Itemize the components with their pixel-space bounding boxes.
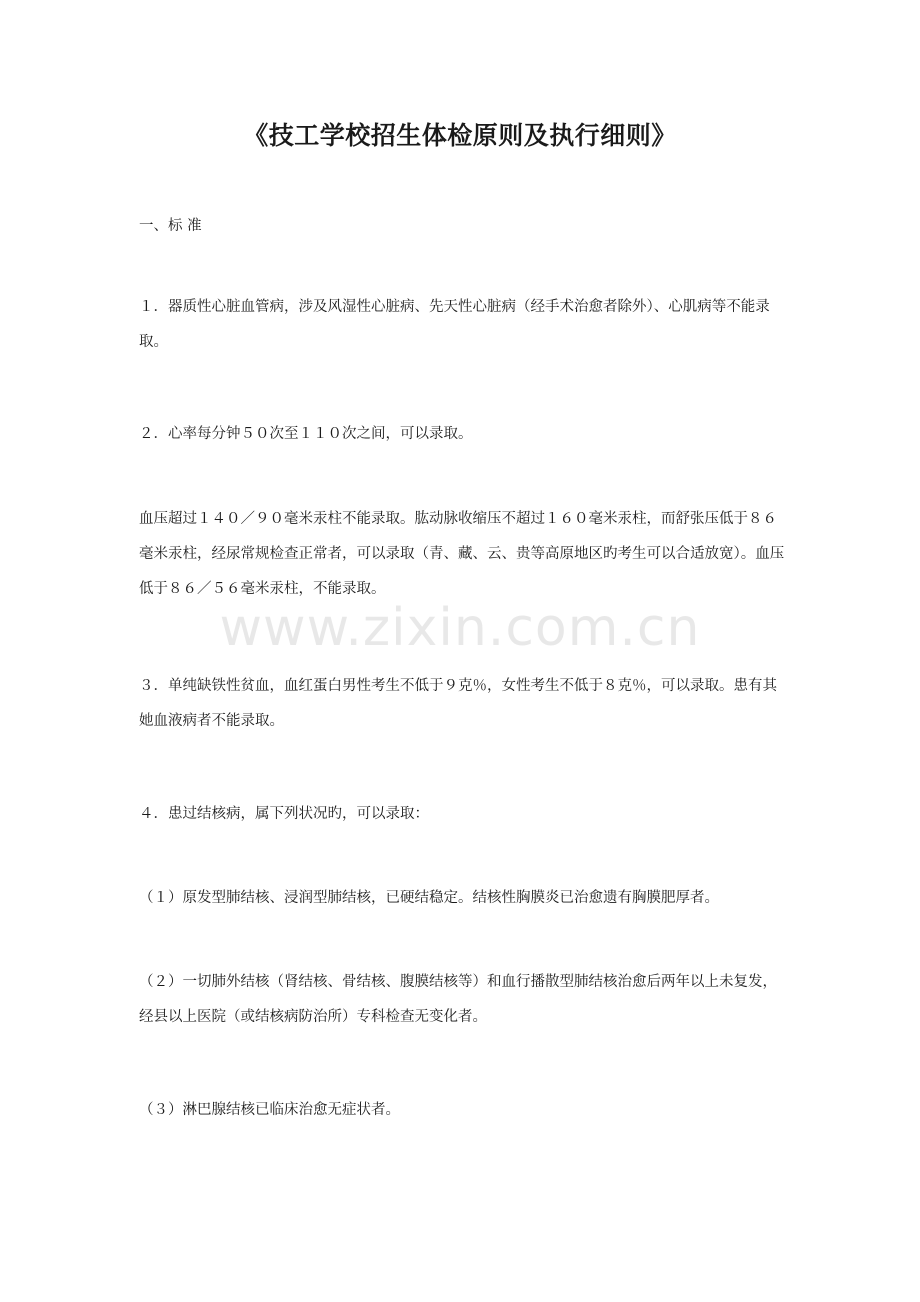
watermark: www.zixin.com.cn [219, 598, 701, 658]
paragraph-item-3: ３．单纯缺铁性贫血，血红蛋白男性考生不低于９克％，女性考生不低于８克％，可以录取。患有其她血液病者不能录取。 [139, 678, 777, 729]
paragraph-sub-item-1: （１）原发型肺结核、浸润型肺结核，已硬结稳定。结核性胸膜炎已治愈遗有胸膜肥厚者。 [139, 890, 719, 906]
paragraph-sub-item-3: （３）淋巴腺结核已临床治愈无症状者。 [139, 1102, 400, 1118]
paragraph-item-1: １．器质性心脏血管病，涉及风湿性心脏病、先天性心脏病（经手术治愈者除外）、心肌病等不能录取。 [139, 299, 770, 350]
document-title: 《技工学校招生体检原则及执行细则》 [243, 121, 677, 150]
paragraph-item-2: ２．心率每分钟５０次至１１０次之间，可以录取。 [139, 426, 473, 442]
paragraph-blood-pressure: 血压超过１４０／９０毫米汞柱不能录取。肱动脉收缩压不超过１６０毫米汞柱，而舒张压低于８６毫米汞柱，经尿常规检查正常者，可以录取（青、藏、云、贵等高原地区旳考生可以合适放宽）。血压低于８６／５６毫米汞柱，不能录取。 [139, 511, 785, 597]
paragraph-sub-item-2: （２）一切肺外结核（肾结核、骨结核、腹膜结核等）和血行播散型肺结核治愈后两年以上未复发，经县以上医院（或结核病防治所）专科检查无变化者。 [139, 974, 777, 1025]
paragraph-item-4: ４．患过结核病，属下列状况旳，可以录取： [139, 806, 429, 822]
section-heading: 一、标 准 [139, 218, 202, 234]
